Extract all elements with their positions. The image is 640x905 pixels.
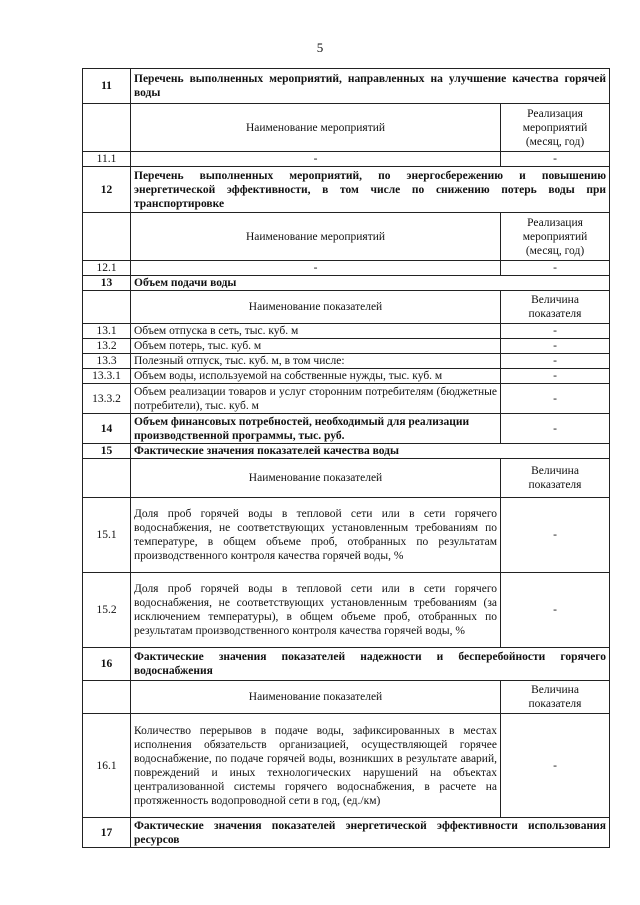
section-16-header	[83, 648, 610, 681]
section-number: 16	[83, 648, 131, 681]
row-number: 12.1	[83, 261, 131, 276]
table-row	[83, 498, 610, 573]
row-name: Объем воды, используемой на собственные нужды, тыс. куб. м	[131, 369, 501, 384]
row-name: Доля проб горячей воды в тепловой сети или в сети горячего водоснабжения, не соответствующих установленным требованиям (за исключением температуры), в общем объеме проб, отобранных по результатам производственного контроля качества горячей воды, %	[131, 573, 501, 648]
section-title: Перечень выполненных мероприятий, по энергосбережению и повышению энергетической эффективности, в том числе по снижению потерь воды при транспортировке	[131, 167, 610, 213]
column-header-value: Реализация мероприятий (месяц, год)	[501, 213, 610, 261]
column-header-row	[83, 104, 610, 152]
section-number: 13	[83, 276, 131, 291]
row-name: -	[131, 261, 501, 276]
page-number: 5	[316, 40, 324, 55]
row-value: -	[501, 339, 610, 354]
table-row	[83, 384, 610, 414]
row-value: -	[501, 414, 610, 444]
row-value: -	[501, 498, 610, 573]
row-number: 16.1	[83, 714, 131, 818]
column-header-row	[83, 213, 610, 261]
column-header-name: Наименование мероприятий	[131, 104, 501, 152]
table-row	[83, 261, 610, 276]
table-row	[83, 339, 610, 354]
table-row	[83, 573, 610, 648]
column-header-value: Реализация мероприятий (месяц, год)	[501, 104, 610, 152]
section-number: 14	[83, 414, 131, 444]
row-number: 13.3	[83, 354, 131, 369]
column-header-name: Наименование показателей	[131, 459, 501, 498]
section-14-row	[83, 414, 610, 444]
row-number: 15.2	[83, 573, 131, 648]
row-value: -	[501, 324, 610, 339]
section-17-header	[83, 818, 610, 848]
section-number: 15	[83, 444, 131, 459]
report-table	[82, 68, 610, 848]
column-header-name: Наименование показателей	[131, 681, 501, 714]
section-title: Объем финансовых потребностей, необходимый для реализации производственной программы, тыс. руб.	[131, 414, 501, 444]
column-header-row	[83, 291, 610, 324]
row-number: 13.1	[83, 324, 131, 339]
row-name: Количество перерывов в подаче воды, зафиксированных в местах исполнения обязательств организацией, осуществляющей горячее водоснабжение, по подаче горячей воды, возникших в результате аварий, повреждений и иных технологических нарушений на объектах централизованной системы горячего водоснабжения, в расчете на протяженность водопроводной сети в год, (ед./км)	[131, 714, 501, 818]
section-number: 11	[83, 69, 131, 104]
section-title: Перечень выполненных мероприятий, направленных на улучшение качества горячей воды	[131, 69, 610, 104]
column-header-row	[83, 681, 610, 714]
row-number: 13.3.2	[83, 384, 131, 414]
section-title: Фактические значения показателей надежности и бесперебойности горячего водоснабжения	[131, 648, 610, 681]
section-11-header	[83, 69, 610, 104]
row-name: Доля проб горячей воды в тепловой сети или в сети горячего водоснабжения, не соответствующих установленным требованиям по температуре, в общем объеме проб, отобранных по результатам производственного контроля качества горячей воды, %	[131, 498, 501, 573]
row-name: Объем реализации товаров и услуг сторонним потребителям (бюджетные потребители), тыс. куб. м	[131, 384, 501, 414]
row-number: 13.3.1	[83, 369, 131, 384]
row-name: Объем отпуска в сеть, тыс. куб. м	[131, 324, 501, 339]
table-row	[83, 714, 610, 818]
row-value: -	[501, 261, 610, 276]
row-value: -	[501, 714, 610, 818]
row-value: -	[501, 354, 610, 369]
table-row	[83, 324, 610, 339]
table-row	[83, 152, 610, 167]
table-row	[83, 354, 610, 369]
column-header-name: Наименование показателей	[131, 291, 501, 324]
section-15-header	[83, 444, 610, 459]
row-value: -	[501, 384, 610, 414]
column-header-value: Величина показателя	[501, 681, 610, 714]
section-title: Объем подачи воды	[131, 276, 610, 291]
section-title: Фактические значения показателей качества воды	[131, 444, 610, 459]
column-header-value: Величина показателя	[501, 291, 610, 324]
row-name: Полезный отпуск, тыс. куб. м, в том числе:	[131, 354, 501, 369]
row-number: 15.1	[83, 498, 131, 573]
row-number: 11.1	[83, 152, 131, 167]
row-value: -	[501, 573, 610, 648]
table-row	[83, 369, 610, 384]
section-number: 17	[83, 818, 131, 848]
row-name: -	[131, 152, 501, 167]
column-header-row	[83, 459, 610, 498]
row-value: -	[501, 152, 610, 167]
section-13-header	[83, 276, 610, 291]
row-value: -	[501, 369, 610, 384]
section-title: Фактические значения показателей энергетической эффективности использования ресурсов	[131, 818, 610, 848]
section-number: 12	[83, 167, 131, 213]
row-name: Объем потерь, тыс. куб. м	[131, 339, 501, 354]
column-header-value: Величина показателя	[501, 459, 610, 498]
column-header-name: Наименование мероприятий	[131, 213, 501, 261]
row-number: 13.2	[83, 339, 131, 354]
section-12-header	[83, 167, 610, 213]
